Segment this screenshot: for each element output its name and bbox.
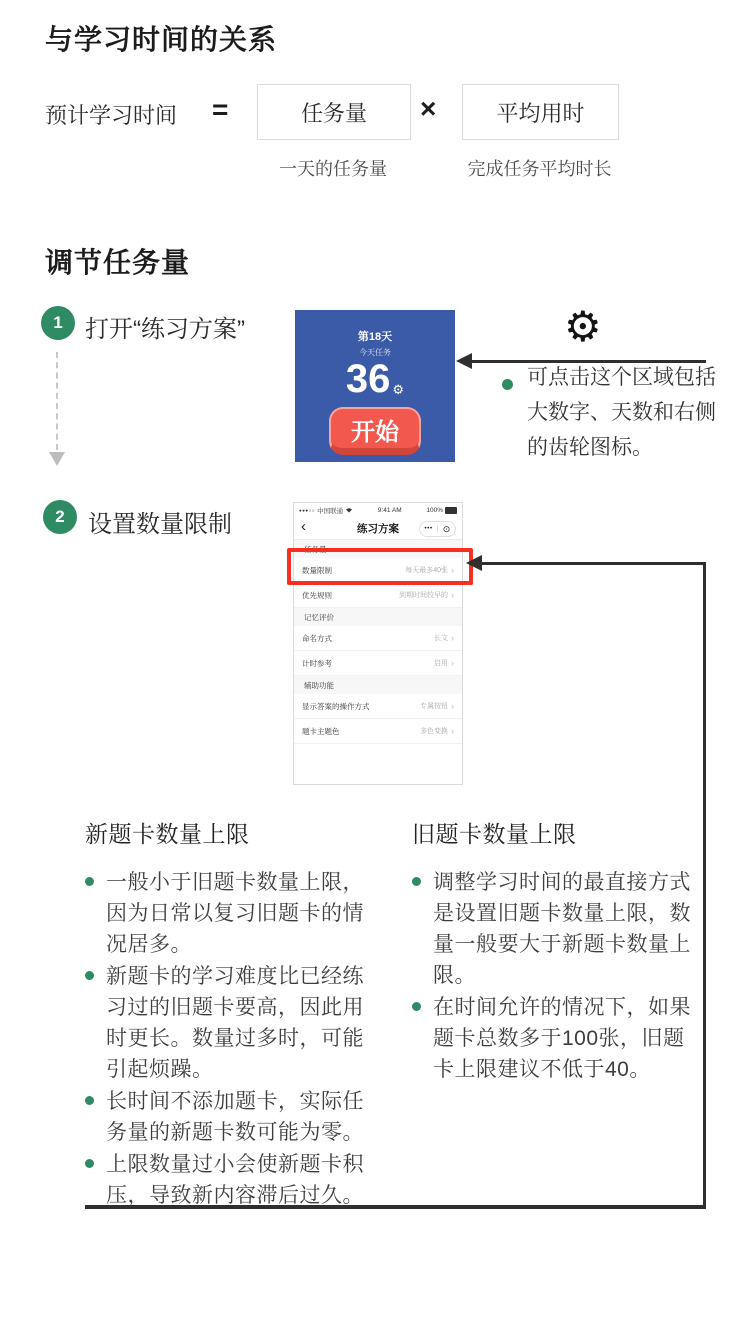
chevron-right-icon: › [451, 725, 454, 736]
bullet-dot-icon [85, 1096, 94, 1105]
bullet-text: 上限数量过小会使新题卡积压，导致新内容滞后过久。 [106, 1153, 364, 1207]
back-chevron-icon[interactable]: ‹ [301, 518, 306, 535]
step-1-label: 打开“练习方案” [85, 316, 245, 343]
chevron-right-icon: › [451, 589, 454, 600]
row-label: 优先规则 [302, 590, 332, 600]
caption-task-amount: 一天的任务量 [279, 159, 387, 179]
app-home-card[interactable] [295, 310, 455, 462]
column-old-cards [412, 816, 697, 1086]
row-timing-reference[interactable] [294, 651, 462, 676]
chevron-right-icon: › [451, 657, 454, 668]
status-bar [294, 503, 462, 517]
bullet-text: 长时间不添加题卡，实际任务量的新题卡数可能为零。 [106, 1090, 364, 1144]
step-2-label: 设置数量限制 [88, 511, 232, 538]
connector-arrowhead [466, 555, 482, 571]
carrier-label: 中国联通 [317, 507, 344, 515]
settings-screen [293, 502, 463, 785]
column-heading: 旧题卡数量上限 [412, 821, 577, 847]
bullet-dot-icon [412, 877, 421, 886]
note-bullet-dot [502, 379, 513, 390]
row-value: 到期时间较早的 [399, 592, 448, 599]
row-value: 多色变换 [420, 728, 448, 735]
nav-bar [294, 517, 462, 540]
task-count-area[interactable] [346, 359, 404, 399]
list-item [412, 867, 697, 991]
row-naming-mode[interactable] [294, 626, 462, 651]
section-header-memory-rating: 记忆评价 [294, 608, 462, 626]
wifi-icon [345, 507, 353, 513]
equals-sign: = [212, 94, 229, 125]
small-gear-icon[interactable]: ⚙ [392, 382, 405, 397]
row-label: 显示答案的操作方式 [302, 701, 370, 711]
bullet-text: 在时间允许的情况下，如果题卡总数多于100张，旧题卡上限建议不低于40。 [433, 996, 691, 1081]
bullet-text: 调整学习时间的最直接方式是设置旧题卡数量上限，数量一般要大于新题卡数量上限。 [433, 871, 691, 987]
chevron-right-icon: › [451, 632, 454, 643]
highlight-red-box [287, 548, 473, 585]
step-connector-dashed-line [56, 352, 58, 450]
row-show-answer-mode[interactable] [294, 694, 462, 719]
bullet-text: 一般小于旧题卡数量上限，因为日常以复习旧题卡的情况居多。 [106, 871, 364, 956]
row-priority-rule[interactable] [294, 583, 462, 608]
list-item [85, 1149, 365, 1211]
list-item [85, 867, 365, 960]
column-new-cards [85, 816, 365, 1212]
row-label: 数量限制 [302, 565, 332, 575]
list-item [85, 961, 365, 1085]
day-counter[interactable]: 第18天 [357, 331, 393, 343]
bullet-dot-icon [85, 971, 94, 980]
annotation-note: 可点击这个区域包括大数字、天数和右侧的齿轮图标。 [527, 366, 716, 459]
row-card-theme-color[interactable] [294, 719, 462, 744]
close-circle-icon[interactable]: ⊙ [442, 524, 451, 534]
column-heading: 新题卡数量上限 [85, 821, 250, 847]
formula-box-task-amount: 任务量 [257, 84, 411, 140]
chevron-right-icon: › [451, 700, 454, 711]
section-heading-study-time: 与学习时间的关系 [45, 24, 278, 55]
annotation-arrowhead [456, 353, 472, 369]
more-dots-icon[interactable]: ••• [424, 525, 433, 532]
row-label: 题卡主题色 [302, 726, 340, 736]
signal-icon: ●●●○○ [299, 507, 316, 513]
list-item [85, 1086, 365, 1148]
caption-avg-time: 完成任务平均时长 [467, 159, 612, 179]
task-count[interactable]: 36 [345, 357, 391, 401]
step-1-badge: 1 [41, 306, 75, 340]
formula-lhs: 预计学习时间 [45, 103, 178, 128]
step-2-badge: 2 [43, 500, 77, 534]
list-item [412, 992, 697, 1085]
row-label: 计时参考 [302, 658, 332, 668]
battery-percent: 100% [426, 506, 443, 514]
connector-vertical-line [703, 562, 706, 1209]
clock-label: 9:41 AM [377, 506, 402, 514]
multiply-sign: × [420, 93, 437, 124]
today-task-label: 今天任务 [359, 348, 391, 357]
miniprogram-capsule[interactable] [419, 521, 456, 537]
bullet-dot-icon [85, 877, 94, 886]
row-value: 每天最多40张 [405, 567, 448, 574]
row-value: 专属按钮 [420, 703, 448, 710]
bullet-dot-icon [85, 1159, 94, 1168]
battery-icon [445, 507, 457, 514]
section-header-aux-functions: 辅助功能 [294, 676, 462, 694]
chevron-right-icon: › [451, 564, 454, 575]
step-connector-arrowhead [49, 452, 65, 466]
screen-title: 练习方案 [357, 523, 399, 535]
row-value: 长文 [434, 635, 448, 642]
formula-box-avg-time: 平均用时 [462, 84, 619, 140]
section-heading-adjust: 调节任务量 [45, 247, 191, 278]
row-value: 启用 [434, 660, 448, 667]
connector-horizontal-line [481, 562, 706, 565]
phone-empty-area [294, 744, 462, 785]
bullet-dot-icon [412, 1002, 421, 1011]
row-label: 命名方式 [302, 633, 332, 643]
bullet-text: 新题卡的学习难度比已经练习过的旧题卡要高，因此用时更长。数量过多时，可能引起烦躁。 [106, 965, 364, 1081]
start-button[interactable]: 开始 [329, 407, 421, 455]
section-header-task-amount: 任务量 [294, 540, 462, 558]
gear-icon: ⚙ [564, 303, 602, 350]
